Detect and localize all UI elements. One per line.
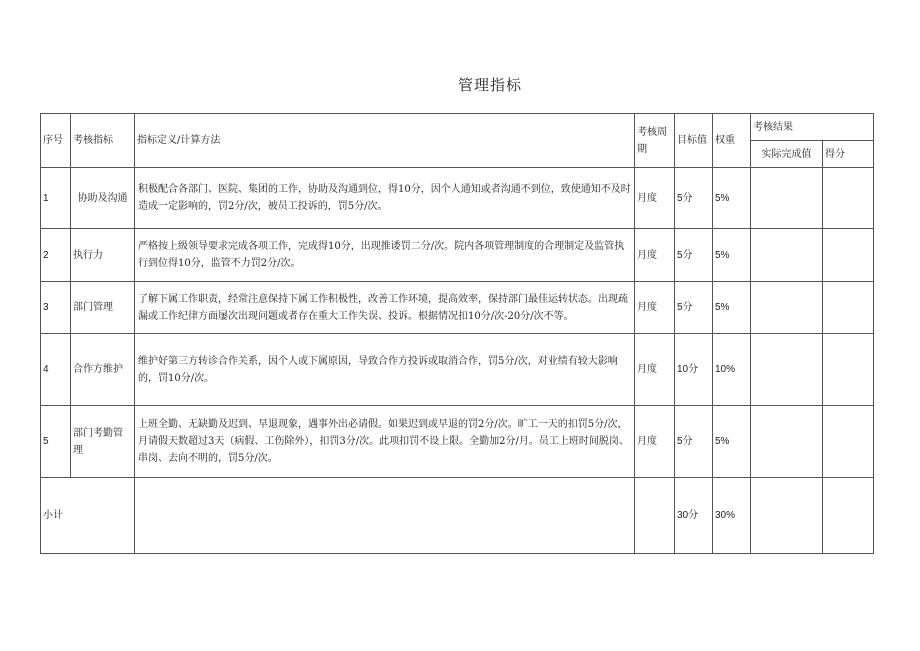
row-actual[interactable] bbox=[751, 282, 823, 334]
row-target: 5分 bbox=[675, 168, 713, 229]
row-score[interactable] bbox=[823, 282, 874, 334]
row-weight: 5% bbox=[713, 282, 751, 334]
row-period: 月度 bbox=[635, 406, 675, 478]
row-indicator: 合作方维护 bbox=[71, 334, 135, 406]
header-indicator: 考核指标 bbox=[71, 114, 135, 168]
subtotal-actual[interactable] bbox=[751, 478, 823, 554]
row-seq: 2 bbox=[41, 229, 71, 282]
row-period: 月度 bbox=[635, 229, 675, 282]
row-indicator: 协助及沟通 bbox=[71, 168, 135, 229]
row-score[interactable] bbox=[823, 406, 874, 478]
row-weight: 10% bbox=[713, 334, 751, 406]
subtotal-period bbox=[635, 478, 675, 554]
row-target: 5分 bbox=[675, 406, 713, 478]
header-actual: 实际完成值 bbox=[751, 141, 823, 168]
row-score[interactable] bbox=[823, 334, 874, 406]
header-row bbox=[41, 114, 874, 141]
header-weight: 权重 bbox=[713, 114, 751, 168]
row-period: 月度 bbox=[635, 282, 675, 334]
table-row bbox=[41, 406, 874, 478]
row-seq: 5 bbox=[41, 406, 71, 478]
row-period: 月度 bbox=[635, 334, 675, 406]
row-definition: 上班全勤、无缺勤及迟到、早退现象，遇事外出必请假。如果迟到或早退的罚2分/次。旷工一天的扣罚5分/次，月请假天数超过3天（病假、工伤除外），扣罚3分/次。此项扣罚不设上限。全勤加2分/月。员工上班时间脱岗、串岗、去向不明的，罚5分/次。 bbox=[135, 406, 635, 478]
subtotal-target: 30分 bbox=[675, 478, 713, 554]
row-definition: 维护好第三方转诊合作关系，因个人或下属原因，导致合作方投诉或取消合作，罚5分/次，对业绩有较大影响的，罚10分/次。 bbox=[135, 334, 635, 406]
row-actual[interactable] bbox=[751, 229, 823, 282]
row-seq: 1 bbox=[41, 168, 71, 229]
row-indicator: 部门管理 bbox=[71, 282, 135, 334]
row-actual[interactable] bbox=[751, 406, 823, 478]
page-title: 管理指标 bbox=[457, 76, 522, 94]
subtotal-score[interactable] bbox=[823, 478, 874, 554]
header-result: 考核结果 bbox=[751, 114, 874, 141]
row-target: 5分 bbox=[675, 282, 713, 334]
table-row bbox=[41, 229, 874, 282]
row-weight: 5% bbox=[713, 229, 751, 282]
header-target: 目标值 bbox=[675, 114, 713, 168]
table-row bbox=[41, 168, 874, 229]
row-actual[interactable] bbox=[751, 168, 823, 229]
header-score: 得分 bbox=[823, 141, 874, 168]
subtotal-weight: 30% bbox=[713, 478, 751, 554]
row-period: 月度 bbox=[635, 168, 675, 229]
header-seq: 序号 bbox=[41, 114, 71, 168]
row-definition: 了解下属工作职责，经常注意保持下属工作积极性，改善工作环境，提高效率，保持部门最佳运转状态。出现疏漏或工作纪律方面屡次出现问题或者存在重大工作失误、投诉。根据情况扣10分/次-20分/次不等。 bbox=[135, 282, 635, 334]
row-indicator: 部门考勤管理 bbox=[71, 406, 135, 478]
subtotal-definition bbox=[135, 478, 635, 554]
row-actual[interactable] bbox=[751, 334, 823, 406]
row-definition: 严格按上级领导要求完成各项工作，完成得10分，出现推诿罚二分/次。院内各项管理制度的合理制定及监管执行到位得10分，监管不力罚2分/次。 bbox=[135, 229, 635, 282]
row-score[interactable] bbox=[823, 229, 874, 282]
row-seq: 4 bbox=[41, 334, 71, 406]
row-target: 5分 bbox=[675, 229, 713, 282]
header-definition: 指标定义/计算方法 bbox=[135, 114, 635, 168]
row-target: 10分 bbox=[675, 334, 713, 406]
row-definition: 积极配合各部门、医院、集团的工作，协助及沟通到位，得10分，因个人通知或者沟通不到位，致使通知不及时造成一定影响的，罚2分/次，被员工投诉的，罚5分/次。 bbox=[135, 168, 635, 229]
header-period: 考核周期 bbox=[635, 114, 675, 168]
row-weight: 5% bbox=[713, 406, 751, 478]
row-score[interactable] bbox=[823, 168, 874, 229]
table-row bbox=[41, 334, 874, 406]
subtotal-row bbox=[41, 478, 874, 554]
table-row bbox=[41, 282, 874, 334]
kpi-table bbox=[40, 113, 874, 554]
subtotal-label: 小计 bbox=[41, 478, 135, 554]
row-seq: 3 bbox=[41, 282, 71, 334]
row-weight: 5% bbox=[713, 168, 751, 229]
row-indicator: 执行力 bbox=[71, 229, 135, 282]
